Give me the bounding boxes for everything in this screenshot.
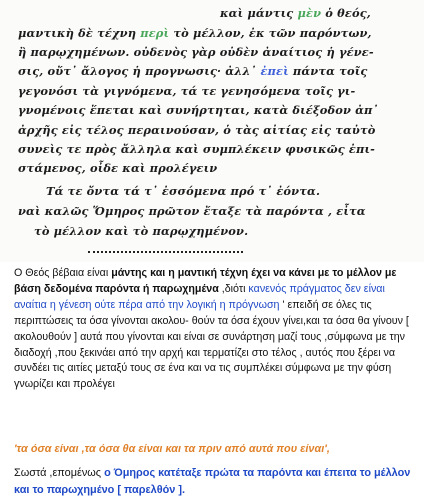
translation-paragraph-1: Ο Θεός βέβαια είναι μάντης και η μαντική τέχνη έχει να κάνει με το μέλλον με βάση δεδομένα παρόντα ή παρωχημένα ,διότι κανενός πράγματος δεν είναι αναίτια η γένεση ούτε πέρα από την λογική η πρόγνωση ' επειδή σε όλες τις περιπτώσεις τα όσα γίνονται ακολου- θούν τα όσα έχουν γίνει,και τα όσα θα γίνουν [ ακολουθούν ] αυτά που γίνονται και είναι σε συνάρτηση μαζί τους ,σύμφωνα με την διαδοχή ,που ξεκινάει από την αρχή και τερματίζει στο τέλος , αυτός που ξέρει να συνδέει τις αιτίες μεταξύ τους σε ένα και να τις συμπλέκει σύμφωνα με την φύση γνωρίζει και προλέγει	[14, 267, 409, 391]
scan-line-11: ναὶ καλῶς Ὅμηρος πρῶτον ἔταξε τὰ παρόντα , εἶτα	[18, 204, 366, 218]
scan-line-12: τὸ μέλλον καὶ τὸ παρῳχημένον.	[34, 224, 249, 238]
scan-line-1: καὶ μάντις μὲν ὁ θεός,	[220, 6, 371, 20]
scan-line-9: στάμενος, οἶδε καὶ προλέγειν	[18, 161, 218, 175]
scan-line-5: γεγονόσι τὰ γιγνόμενα, τά τε γενησόμενα τοῖς γι-	[18, 84, 356, 98]
scan-line-7: ἀρχῆς εἰς τέλος περαινούσαν, ὁ τὰς αἰτίας εἰς ταὐτὸ	[18, 123, 376, 137]
scan-line-8: συνεὶς τε πρὸς ἄλληλα καὶ συμπλέκειν φυσικῶς ἐπι-	[18, 142, 376, 156]
scan-line-3: ἢ παρῳχημένων. οὐδενὸς γὰρ οὐδὲν ἀναίτιος ἡ γένε-	[18, 45, 374, 59]
scan-line-2: μαντικὴ δὲ τέχνη περὶ τὸ μέλλον, ἐκ τῶν παρόντων,	[18, 26, 372, 40]
scan-line-4: σις, οὔτ᾽ ἄλογος ἡ προγνωσις· ἀλλ᾽ ἐπεὶ πάντα τοῖς	[18, 64, 368, 78]
scan-line-10: Τά τε ὄντα τά τ᾽ ἐσσόμενα πρό τ᾽ ἐόντα.	[46, 184, 321, 198]
scan-line-6: γνομένοις ἕπεται καὶ συνήρτηται, κατὰ διέξοδον ἀπ᾽	[18, 103, 379, 117]
divider-rule	[88, 251, 243, 253]
homer-quote: 'τα όσα είναι ,τα όσα θα είναι και τα πριν από αυτά που είναι',	[14, 443, 330, 455]
translation-paragraph-3: Σωστά ,επομένως ο Όμηρος κατέταξε πρώτα τα παρόντα και έπειτα το μέλλον και το παρωχημένο [ παρελθόν ].	[14, 467, 411, 496]
